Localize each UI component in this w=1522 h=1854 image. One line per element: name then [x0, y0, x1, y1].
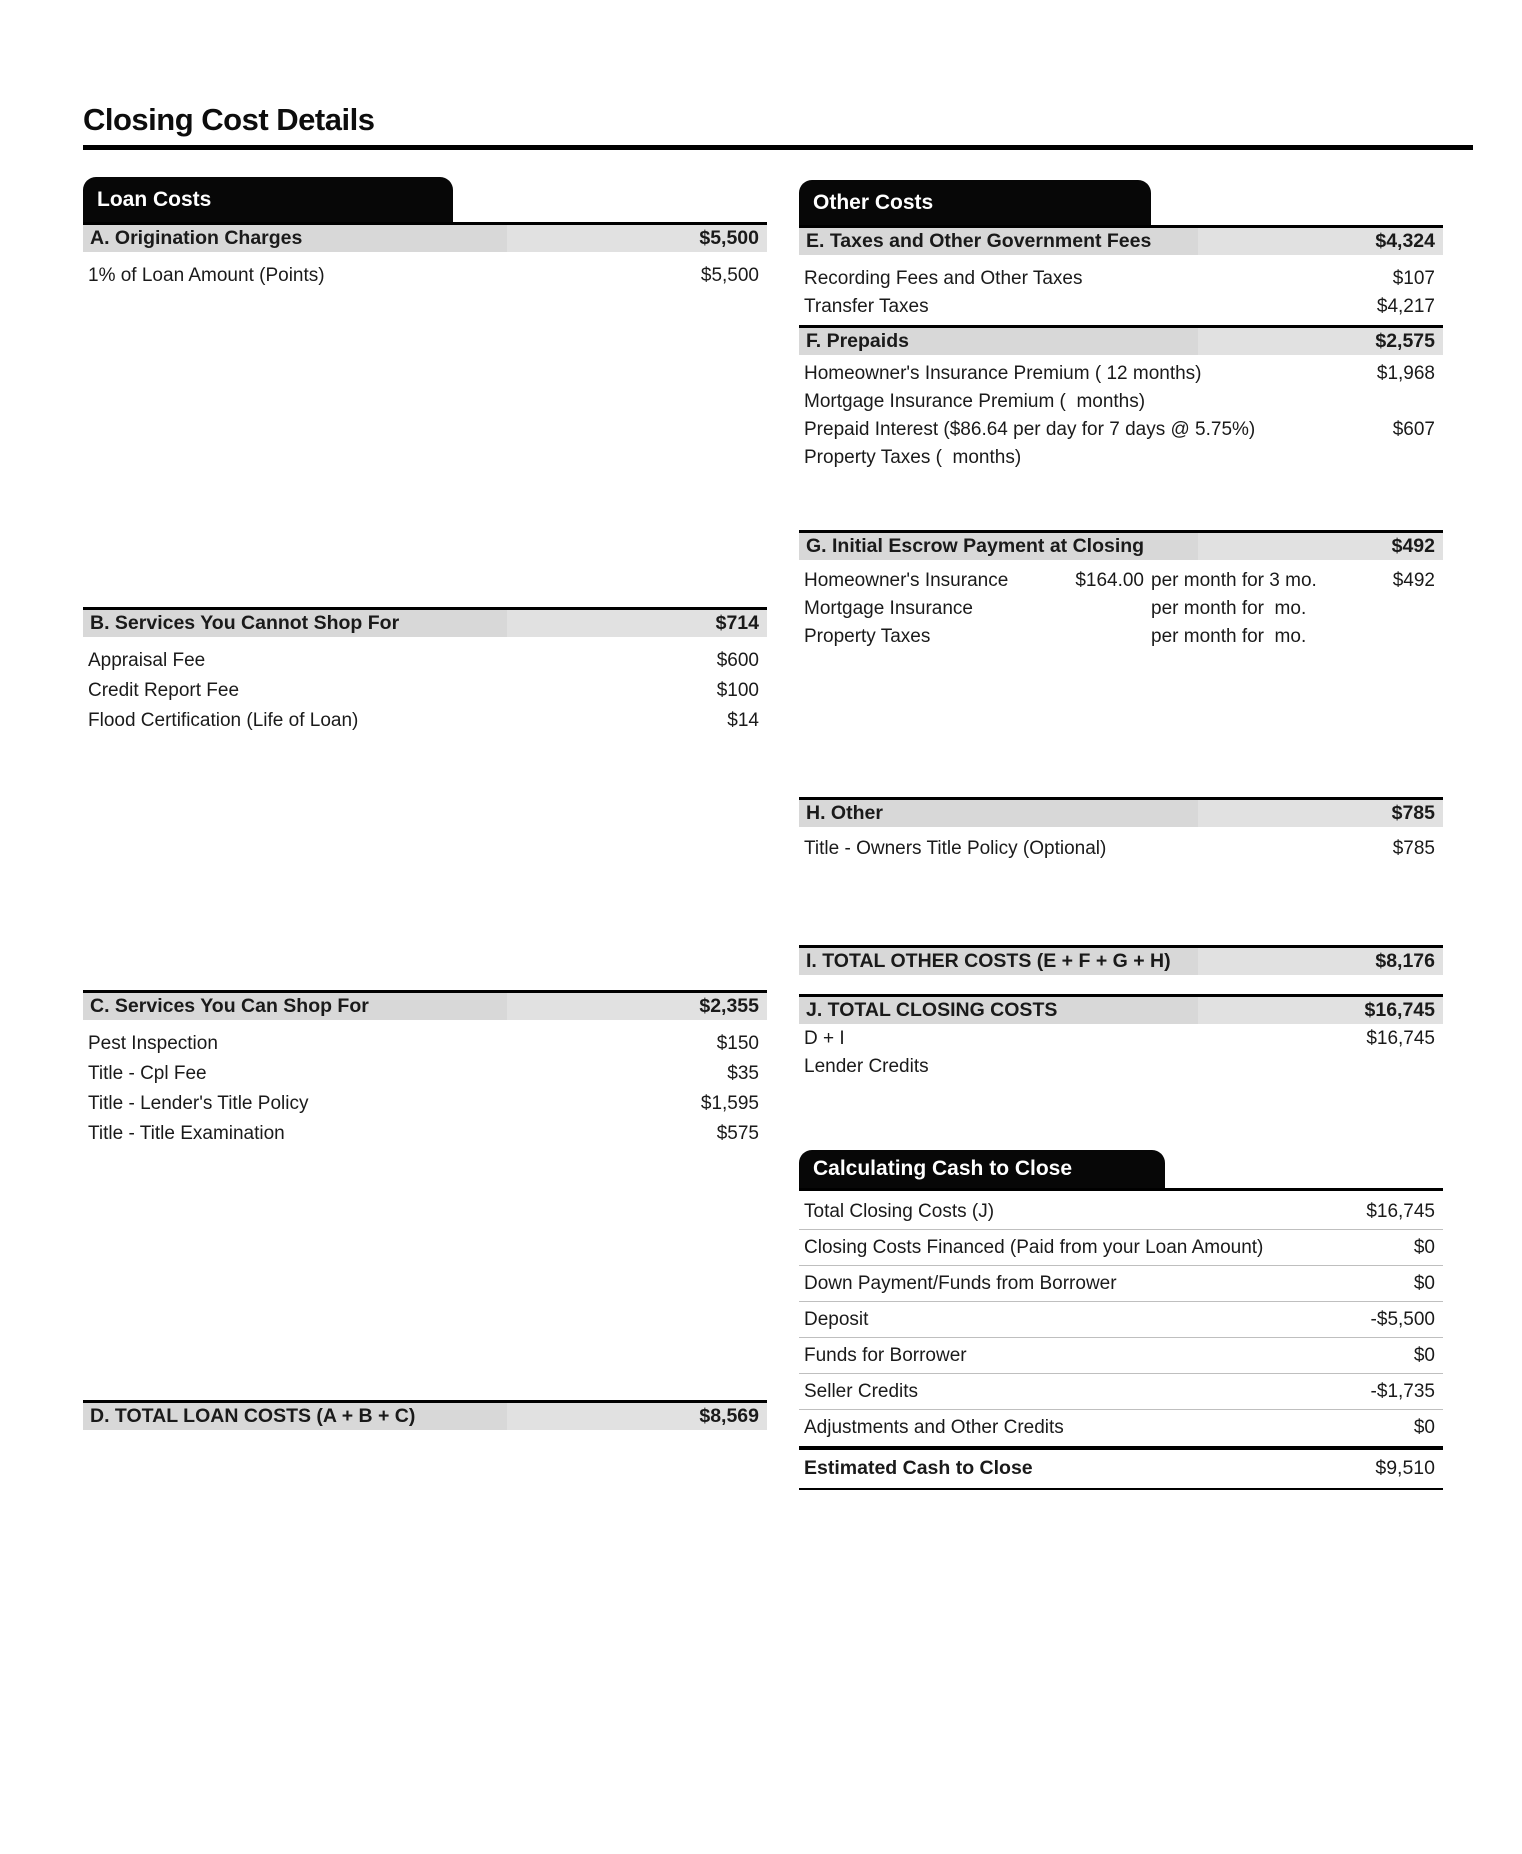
fee-row — [83, 708, 767, 734]
fee-row — [799, 294, 1443, 320]
section-i-header-bar — [799, 945, 1443, 975]
section-b-total: $714 — [507, 610, 767, 637]
estimated-cash-label: Estimated Cash to Close — [804, 1457, 1033, 1479]
cash-row-value: $0 — [1413, 1237, 1435, 1258]
page-title: Closing Cost Details — [83, 102, 375, 137]
fee-label: Appraisal Fee — [88, 650, 206, 671]
fee-row — [83, 1031, 767, 1057]
other-costs-tab-label: Other Costs — [813, 190, 934, 214]
fee-value: $107 — [1392, 268, 1435, 289]
fee-label: Pest Inspection — [88, 1033, 218, 1054]
loan-costs-tab — [83, 177, 453, 222]
fee-value: $575 — [716, 1123, 759, 1144]
fee-row — [83, 648, 767, 674]
section-j-total: $16,745 — [1198, 997, 1443, 1024]
fee-value: $35 — [727, 1063, 759, 1084]
fee-row — [799, 389, 1443, 415]
section-e-title: E. Taxes and Other Government Fees — [806, 230, 1152, 252]
fee-label: 1% of Loan Amount (Points) — [88, 265, 325, 286]
section-a-title: A. Origination Charges — [90, 227, 303, 249]
section-d-title: D. TOTAL LOAN COSTS (A + B + C) — [90, 1405, 416, 1427]
cash-to-close-tab — [799, 1150, 1165, 1188]
escrow-row — [799, 568, 1443, 594]
cash-row-label: Adjustments and Other Credits — [804, 1417, 1064, 1438]
cash-to-close-rule — [799, 1188, 1443, 1191]
cash-row — [799, 1230, 1443, 1266]
escrow-label: Mortgage Insurance — [804, 598, 973, 619]
fee-label: D + I — [804, 1028, 845, 1049]
fee-label: Title - Cpl Fee — [88, 1063, 207, 1084]
escrow-monthly-amount — [1016, 596, 1144, 622]
section-h-total: $785 — [1198, 800, 1443, 827]
escrow-label: Homeowner's Insurance — [804, 570, 1009, 591]
section-i-title: I. TOTAL OTHER COSTS (E + F + G + H) — [806, 950, 1171, 972]
escrow-value — [1306, 624, 1443, 650]
fee-row — [83, 263, 767, 289]
fee-row — [83, 1121, 767, 1147]
section-h-header-bar — [799, 797, 1443, 827]
cash-row — [799, 1194, 1443, 1230]
section-c-total: $2,355 — [507, 993, 767, 1020]
cash-row-label: Total Closing Costs (J) — [804, 1201, 995, 1222]
cash-to-close-tab-label: Calculating Cash to Close — [813, 1157, 1073, 1180]
section-b-header-bar — [83, 607, 767, 637]
fee-value: $100 — [716, 680, 759, 701]
cash-row-label: Down Payment/Funds from Borrower — [804, 1273, 1117, 1294]
section-f-header-bar — [799, 325, 1443, 355]
fee-row — [799, 836, 1443, 862]
cash-row — [799, 1338, 1443, 1374]
section-a-total: $5,500 — [507, 225, 767, 252]
section-e-header-bar — [799, 225, 1443, 255]
section-a-header-bar — [83, 222, 767, 252]
fee-label: Lender Credits — [804, 1056, 929, 1077]
fee-row — [799, 417, 1443, 443]
fee-label: Property Taxes ( months) — [804, 447, 1022, 468]
escrow-period: per month for mo. — [1151, 598, 1307, 619]
section-f-total: $2,575 — [1198, 328, 1443, 355]
section-h-title: H. Other — [806, 802, 883, 824]
section-c-title: C. Services You Can Shop For — [90, 995, 369, 1017]
escrow-row — [799, 596, 1443, 622]
loan-costs-tab-label: Loan Costs — [97, 187, 212, 211]
section-b-title: B. Services You Cannot Shop For — [90, 612, 400, 634]
cash-row — [799, 1374, 1443, 1410]
fee-row — [83, 678, 767, 704]
fee-value — [1435, 389, 1443, 415]
escrow-period: per month for mo. — [1151, 626, 1307, 647]
fee-value: $14 — [727, 710, 759, 731]
fee-label: Flood Certification (Life of Loan) — [88, 710, 359, 731]
cash-row-value: -$5,500 — [1370, 1309, 1435, 1330]
cash-row-value: $0 — [1413, 1345, 1435, 1366]
cash-row-value: -$1,735 — [1370, 1381, 1435, 1402]
title-rule — [83, 145, 1473, 150]
fee-value: $1,968 — [1376, 363, 1435, 384]
escrow-value: $492 — [1392, 570, 1435, 591]
fee-row — [83, 1091, 767, 1117]
fee-value: $4,217 — [1376, 296, 1435, 317]
fee-value: $16,745 — [1366, 1028, 1435, 1049]
escrow-period: per month for 3 mo. — [1151, 570, 1317, 591]
cash-row-label: Deposit — [804, 1309, 869, 1330]
section-i-total: $8,176 — [1198, 948, 1443, 975]
escrow-monthly-amount: $164.00 — [1075, 570, 1144, 591]
cash-row-value: $0 — [1413, 1417, 1435, 1438]
fee-label: Mortgage Insurance Premium ( months) — [804, 391, 1146, 412]
fee-value: $5,500 — [700, 265, 759, 286]
fee-row — [799, 1054, 1443, 1080]
cash-to-close-table — [799, 1194, 1443, 1490]
cash-row-label: Funds for Borrower — [804, 1345, 967, 1366]
cash-row-value: $0 — [1413, 1273, 1435, 1294]
other-costs-tab — [799, 180, 1151, 225]
escrow-monthly-amount — [1016, 624, 1144, 650]
fee-row — [799, 1026, 1443, 1052]
cash-row-value: $16,745 — [1366, 1201, 1435, 1222]
fee-label: Title - Title Examination — [88, 1123, 285, 1144]
fee-value — [1435, 445, 1443, 471]
fee-value: $150 — [716, 1033, 759, 1054]
section-j-header-bar — [799, 994, 1443, 1024]
cash-row-label: Seller Credits — [804, 1381, 919, 1402]
section-e-total: $4,324 — [1198, 228, 1443, 255]
fee-value: $607 — [1392, 419, 1435, 440]
section-j-title: J. TOTAL CLOSING COSTS — [806, 999, 1058, 1021]
fee-row — [799, 266, 1443, 292]
fee-row — [83, 1061, 767, 1087]
section-d-header-bar — [83, 1400, 767, 1430]
fee-row — [799, 361, 1443, 387]
section-g-total: $492 — [1198, 533, 1443, 560]
section-f-title: F. Prepaids — [806, 330, 909, 352]
section-c-header-bar — [83, 990, 767, 1020]
fee-label: Transfer Taxes — [804, 296, 929, 317]
fee-label: Title - Lender's Title Policy — [88, 1093, 309, 1114]
fee-label: Title - Owners Title Policy (Optional) — [804, 838, 1107, 859]
cash-row — [799, 1266, 1443, 1302]
section-g-title: G. Initial Escrow Payment at Closing — [806, 535, 1145, 557]
fee-value — [1435, 1054, 1443, 1080]
section-d-total: $8,569 — [507, 1403, 767, 1430]
cash-row — [799, 1302, 1443, 1338]
fee-value: $1,595 — [700, 1093, 759, 1114]
escrow-value — [1306, 596, 1443, 622]
cash-row-label: Closing Costs Financed (Paid from your Loan Amount) — [804, 1237, 1264, 1258]
fee-row — [799, 445, 1443, 471]
fee-label: Recording Fees and Other Taxes — [804, 268, 1083, 289]
fee-label: Prepaid Interest ($86.64 per day for 7 days @ 5.75%) — [804, 419, 1256, 440]
estimated-cash-value: $9,510 — [1375, 1457, 1435, 1479]
fee-value: $600 — [716, 650, 759, 671]
escrow-label: Property Taxes — [804, 626, 931, 647]
fee-label: Credit Report Fee — [88, 680, 240, 701]
escrow-row — [799, 624, 1443, 650]
cash-row — [799, 1410, 1443, 1446]
estimated-cash-to-close-row — [799, 1446, 1443, 1490]
fee-label: Homeowner's Insurance Premium ( 12 months) — [804, 363, 1202, 384]
section-g-header-bar — [799, 530, 1443, 560]
fee-value: $785 — [1392, 838, 1435, 859]
